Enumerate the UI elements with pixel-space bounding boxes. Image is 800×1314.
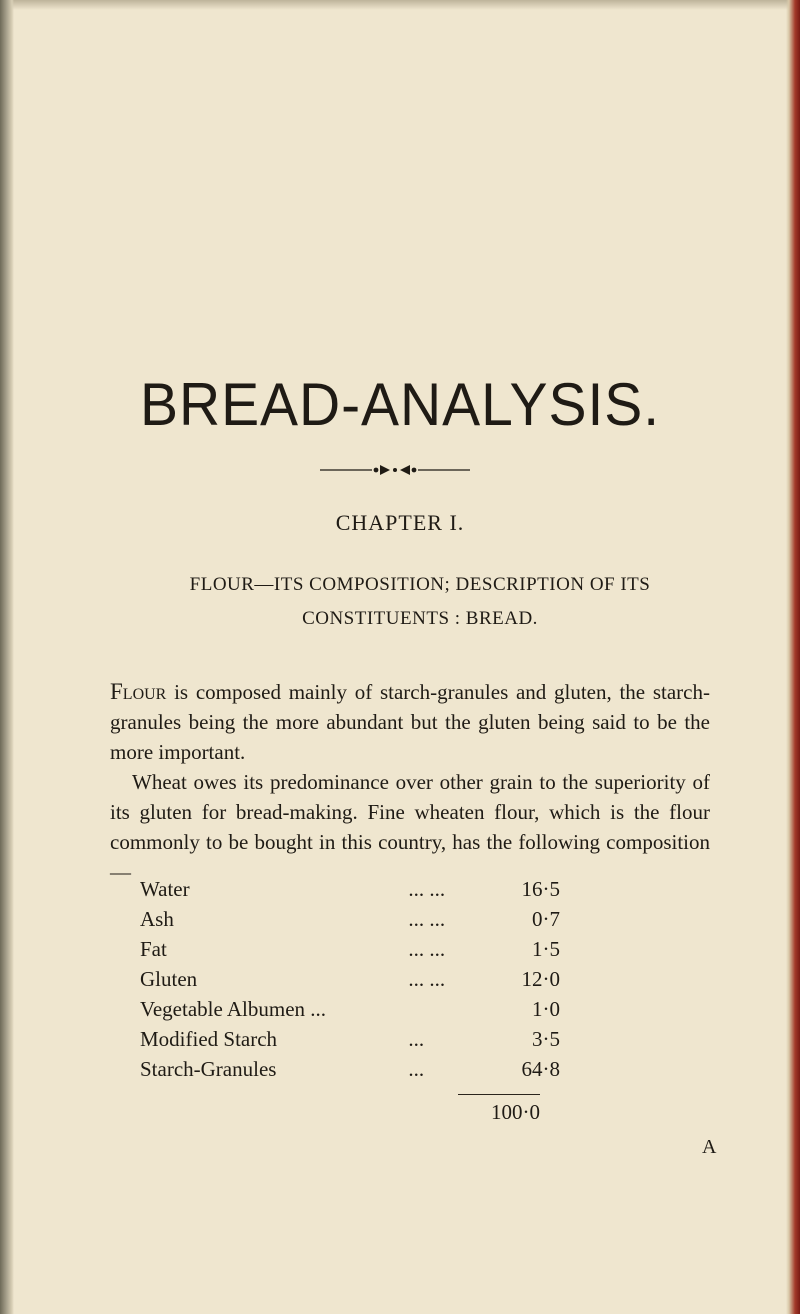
ornament-divider <box>320 464 470 476</box>
subtitle-line-1: FLOUR—ITS COMPOSITION; DESCRIPTION OF ITS <box>189 574 651 595</box>
total-value: 100·0 <box>491 1100 540 1124</box>
composition-value: 12·0 <box>521 967 560 991</box>
composition-row <box>140 874 560 904</box>
composition-value: 3·5 <box>532 1027 560 1051</box>
composition-name: Fat <box>140 937 167 961</box>
composition-value: 16·5 <box>521 877 560 901</box>
composition-value: 1·5 <box>532 937 560 961</box>
composition-dots: ... ... <box>408 907 446 931</box>
composition-name: Starch-Granules <box>140 1057 277 1081</box>
composition-dots <box>408 994 478 1024</box>
composition-row <box>140 994 560 1024</box>
composition-name: Vegetable Albumen ... <box>140 997 327 1021</box>
composition-dots: ... ... <box>408 967 446 991</box>
composition-value: 1·0 <box>532 997 560 1021</box>
composition-row <box>140 1024 560 1054</box>
sum-rule <box>458 1094 540 1095</box>
composition-dots: ... <box>408 1057 425 1081</box>
page-edge-left <box>0 0 14 1314</box>
drop-word: Flour <box>110 679 167 704</box>
composition-name: Ash <box>140 907 174 931</box>
paragraph-1-text: is composed mainly of starch-granules and gluten, the starch-granules being the more abundant but the gluten being said to be the more important. <box>110 680 710 764</box>
paragraph-2: Wheat owes its predominance over other grain to the superiority of its gluten for bread-making. Fine wheaten flour, which is the flour commonly to be bought in this country, has the following composition— <box>110 770 710 884</box>
composition-dots: ... ... <box>408 937 446 961</box>
catchword: A <box>702 1136 717 1158</box>
chapter-heading: CHAPTER I. <box>335 510 465 535</box>
chapter-subtitle <box>140 568 700 636</box>
composition-name: Modified Starch <box>140 1027 278 1051</box>
page-edge-right <box>786 0 800 1314</box>
composition-dots: ... ... <box>408 877 446 901</box>
composition-value: 0·7 <box>532 907 560 931</box>
composition-row <box>140 964 560 994</box>
composition-name: Water <box>140 877 190 901</box>
composition-table <box>140 874 560 1084</box>
paragraph-1 <box>110 677 710 767</box>
composition-value: 64·8 <box>521 1057 560 1081</box>
subtitle-line-2: CONSTITUENTS : BREAD. <box>302 608 538 629</box>
composition-name: Gluten <box>140 967 198 991</box>
composition-row <box>140 1054 560 1084</box>
page-title: BREAD-ANALYSIS. <box>139 371 661 438</box>
composition-dots: ... <box>408 1027 425 1051</box>
composition-row <box>140 904 560 934</box>
page-edge-top <box>0 0 800 10</box>
composition-row <box>140 934 560 964</box>
